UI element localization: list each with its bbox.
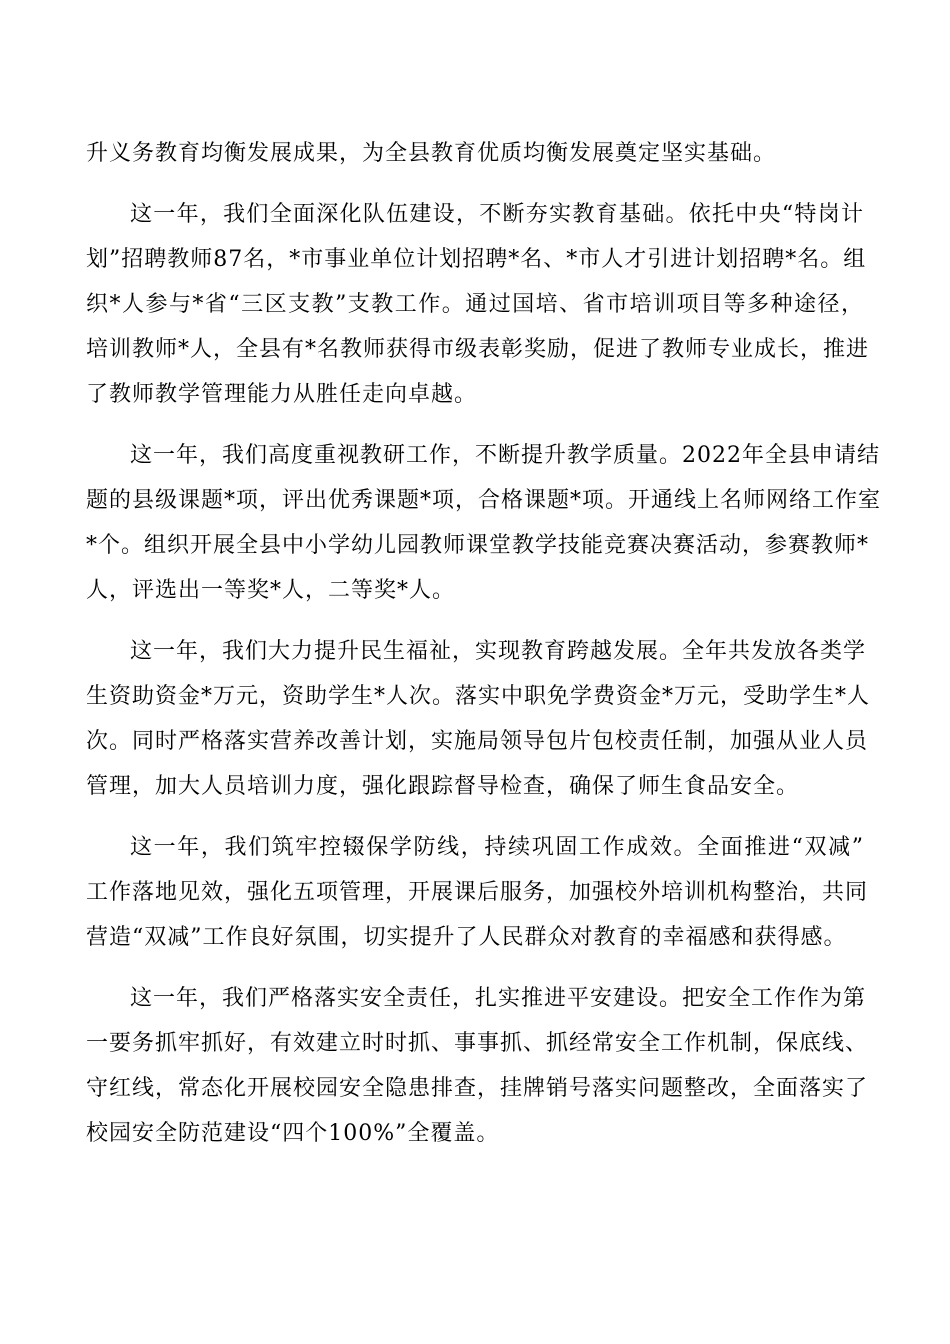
text-line: 工作落地见效，强化五项管理，开展课后服务，加强校外培训机构整治，共同 xyxy=(86,880,869,905)
paragraph xyxy=(86,976,869,1156)
text-line: *个。组织开展全县中小学幼儿园教师课堂教学技能竞赛决赛活动，参赛教师* xyxy=(86,533,870,558)
text-line: 管理，加大人员培训力度，强化跟踪督导检查，确保了师生食品安全。 xyxy=(86,774,800,799)
text-line: 一要务抓牢抓好，有效建立时时抓、事事抓、抓经常安全工作机制，保底线、 xyxy=(86,1031,869,1056)
text-line: 划”招聘教师87名，*市事业单位计划招聘*名、*市人才引进计划招聘*名。组 xyxy=(86,247,867,272)
text-line: 培训教师*人，全县有*名教师获得市级表彰奖励，促进了教师专业成长，推进 xyxy=(86,337,870,362)
text-line: 了教师教学管理能力从胜任走向卓越。 xyxy=(86,382,478,407)
text-line: 守红线，常态化开展校园安全隐患排查，挂牌销号落实问题整改，全面落实了 xyxy=(86,1076,869,1101)
text-line: 人，评选出一等奖*人，二等奖*人。 xyxy=(86,578,456,603)
text-line: 次。同时严格落实营养改善计划，实施局领导包片包校责任制，加强从业人员 xyxy=(86,729,869,754)
text-line: 织*人参与*省“三区支教”支教工作。通过国培、省市培训项目等多种途径， xyxy=(86,292,864,317)
paragraph xyxy=(86,629,871,809)
text-line: 营造“双减”工作良好氛围，切实提升了人民群众对教育的幸福感和获得感。 xyxy=(86,925,847,950)
text-line: 这一年，我们全面深化队伍建设，不断夯实教育基础。依托中央“特岗计 xyxy=(130,202,864,227)
text-line: 这一年，我们筑牢控辍保学防线，持续巩固工作成效。全面推进“双减” xyxy=(130,835,864,860)
text-line: 这一年，我们高度重视教研工作，不断提升教学质量。2022年全县申请结 xyxy=(130,443,880,468)
text-line: 这一年，我们大力提升民生福祉，实现教育跨越发展。全年共发放各类学 xyxy=(130,639,867,664)
text-line: 题的县级课题*项，评出优秀课题*项，合格课题*项。开通线上名师网络工作室 xyxy=(86,488,882,513)
paragraph xyxy=(86,131,864,176)
text-line: 升义务教育均衡发展成果，为全县教育优质均衡发展奠定坚实基础。 xyxy=(86,141,777,166)
text-line: 生资助资金*万元，资助学生*人次。落实中职免学费资金*万元，受助学生*人 xyxy=(86,684,871,709)
text-line: 校园安全防范建设“四个100%”全覆盖。 xyxy=(86,1121,500,1146)
paragraph xyxy=(86,192,870,417)
paragraph xyxy=(86,433,882,613)
paragraph xyxy=(86,825,869,960)
text-line: 这一年，我们严格落实安全责任，扎实推进平安建设。把安全工作作为第 xyxy=(130,986,867,1011)
document-body xyxy=(86,131,882,1156)
